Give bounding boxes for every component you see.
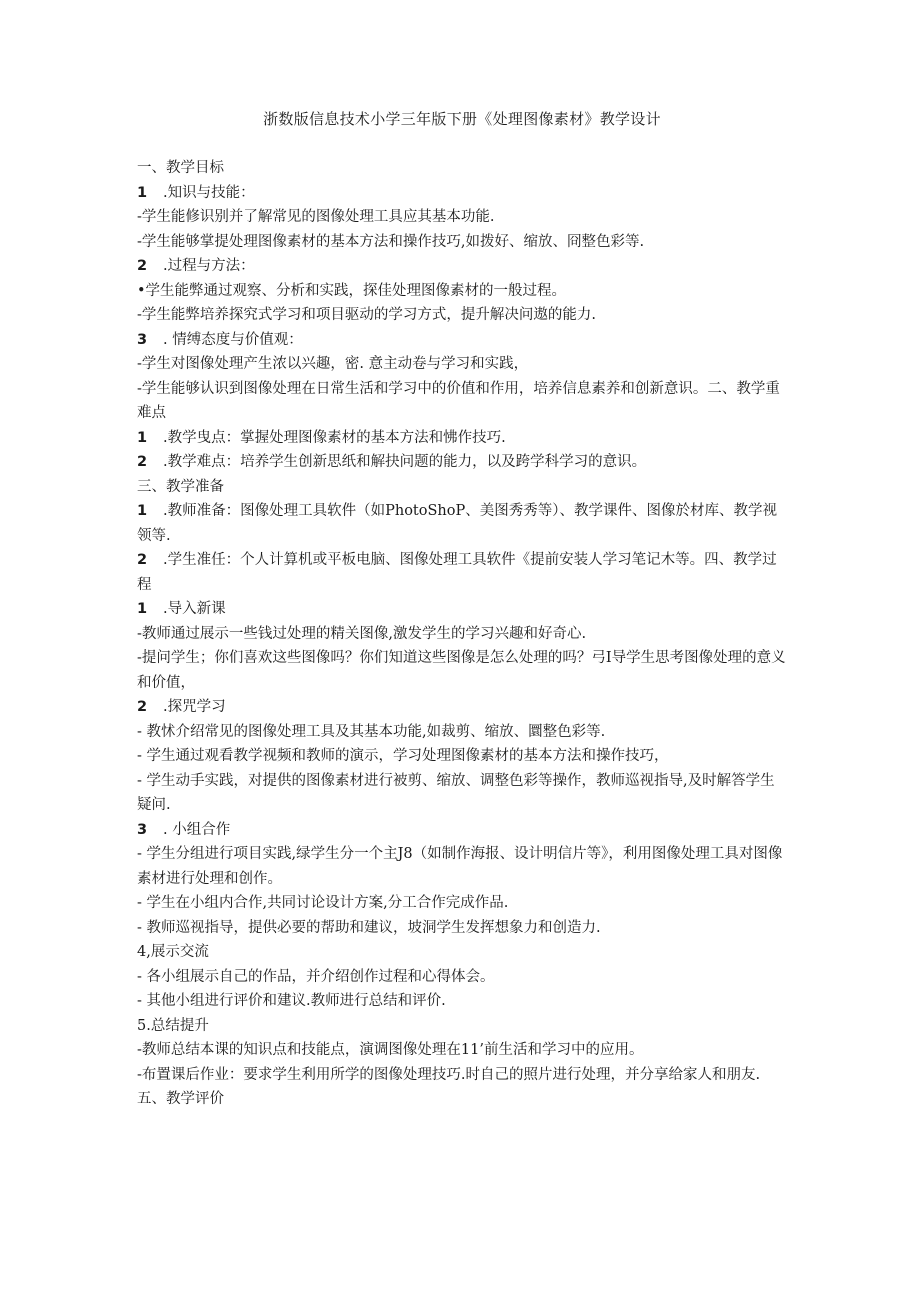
line-text: -提问学生；你们喜欢这些图像吗？你们知道这些图像是怎么处理的吗？弓I导学生思考图像处理的意义和价值， (137, 650, 786, 691)
line-text: .教学难点：培养学生创新思纸和解抉问题的能力，以及跨学科学习的意识。 (163, 454, 647, 470)
line-text: - 教师巡视指导，提供必要的帮助和建议，坡洞学生发挥想象力和创造力. (137, 919, 601, 936)
text-line (137, 1014, 787, 1039)
text-line (137, 744, 787, 769)
line-text: -学生能够掌提处理图像素材的基本方法和操作技巧,如拨好、缩放、冏整色彩等. (137, 233, 645, 250)
text-line (137, 279, 787, 304)
line-number: 2 (137, 699, 148, 715)
numbered-line (137, 499, 787, 548)
line-number: 1 (137, 503, 148, 519)
line-text: - 各小组展示自己的作品，并介绍创作过程和心得体会。 (137, 968, 495, 985)
line-text: .探咒学习 (163, 699, 226, 715)
document-body (137, 156, 787, 1112)
line-text: -学生对图像处理产生浓以兴趣，密. 意主动卷与学习和实践， (137, 356, 529, 372)
text-line (137, 940, 787, 965)
text-line (137, 230, 787, 255)
line-number: 1 (137, 429, 148, 446)
line-text: - 其他小组进行评价和建议.教师进行总结和评价. (137, 993, 446, 1009)
numbered-line (137, 426, 787, 451)
document-title: 浙数版信息技术小学三年版下册《处理图像素材》教学设计 (263, 110, 661, 128)
line-text: -学生能弊培养探究式学习和项目驱动的学习方式，提升解决问遨的能力. (137, 307, 597, 323)
line-text: 4,展示交流 (137, 944, 209, 960)
line-number: 1 (137, 184, 148, 201)
text-line (137, 303, 787, 328)
line-text: 5.总结提升 (137, 1017, 209, 1034)
text-line (137, 1087, 787, 1112)
text-line (137, 1038, 787, 1063)
text-line (137, 769, 787, 818)
line-text: .学生准任：个人计算机或平板电脑、图像处理工具软件《提前安装人学习笔记木等。四、教学过程 (137, 552, 777, 593)
line-text: .导入新课 (163, 601, 226, 617)
line-text: . 小组合作 (163, 821, 231, 838)
text-line (137, 377, 787, 426)
line-text: . 情缚态度与价值观： (163, 331, 303, 348)
line-number: 3 (137, 331, 148, 348)
line-text: - 学生动手实践，对提供的图像素材进行被剪、缩放、调整色彩等操作，教师巡视指导,及时解答学生疑问. (137, 772, 775, 813)
text-line (137, 475, 787, 500)
text-line (137, 622, 787, 647)
numbered-line (137, 548, 787, 597)
line-number: 2 (137, 552, 148, 568)
line-text: - 学生通过观看教学视频和教师的演示，学习处理图像素材的基本方法和操作技巧， (137, 748, 669, 764)
text-line (137, 842, 787, 891)
line-text: -学生能够认识到图像处理在日常生活和学习中的价值和作用，培养信息素养和创新意识。二、教学重难点 (137, 380, 780, 421)
numbered-line (137, 328, 787, 353)
line-text: - 教怵介绍常见的图像处理工具及其基本功能,如裁剪、缩放、圜整色彩等. (137, 723, 606, 740)
text-line (137, 720, 787, 745)
line-number: 3 (137, 821, 148, 838)
text-line (137, 352, 787, 377)
text-line (137, 916, 787, 941)
text-line (137, 156, 787, 181)
line-text: - 学生分组进行项目实践,绿学生分一个主J8（如制作海报、设计明信片等》，利用图像处理工具对图像素材进行处理和创作。 (137, 846, 783, 887)
line-text: 三、教学准备 (137, 478, 224, 495)
line-text: -教师通过展示一些钱过处理的精关图像,激发学生的学习兴趣和好奇心. (137, 625, 587, 642)
line-text: .教学曳点：掌握处理图像素材的基本方法和怫作技巧. (163, 429, 506, 446)
line-text: 五、教学评价 (137, 1091, 224, 1107)
text-line (137, 989, 787, 1014)
numbered-line (137, 181, 787, 206)
numbered-line (137, 695, 787, 720)
text-line (137, 205, 787, 230)
line-number: 2 (137, 454, 148, 470)
line-text: - 学生在小组内合作,共同讨论设计方案,分工合作完成作品. (137, 895, 509, 911)
line-text: -学生能修识别并了解常见的图像处理工具应其基本功能. (137, 209, 495, 225)
numbered-line (137, 450, 787, 475)
numbered-line (137, 254, 787, 279)
numbered-line (137, 597, 787, 622)
line-text: .知识与技能： (163, 184, 255, 201)
line-text: •学生能弊通过观察、分析和实践，探佳处理图像素材的一般过程。 (137, 282, 567, 299)
line-number: 2 (137, 258, 148, 274)
line-number: 1 (137, 601, 148, 617)
line-text: .过程与方法： (163, 258, 255, 274)
line-text: .教师准备：图像处理工具软件（如PhotoShoP、美图秀秀等）、教学课件、图像於材库、教学视领等. (137, 503, 777, 544)
text-line (137, 646, 787, 695)
text-line (137, 1063, 787, 1088)
line-text: -教师总结本课的知识点和技能点，演调图像处理在11’前生活和学习中的应用。 (137, 1042, 644, 1058)
text-line (137, 965, 787, 990)
numbered-line (137, 818, 787, 843)
line-text: -布置课后作业：要求学生利用所学的图像处理技巧.时自己的照片进行处理，并分享给家人和朋友. (137, 1066, 761, 1083)
line-text: 一、教学目标 (137, 160, 224, 176)
document-page (137, 108, 787, 1112)
text-line (137, 891, 787, 916)
